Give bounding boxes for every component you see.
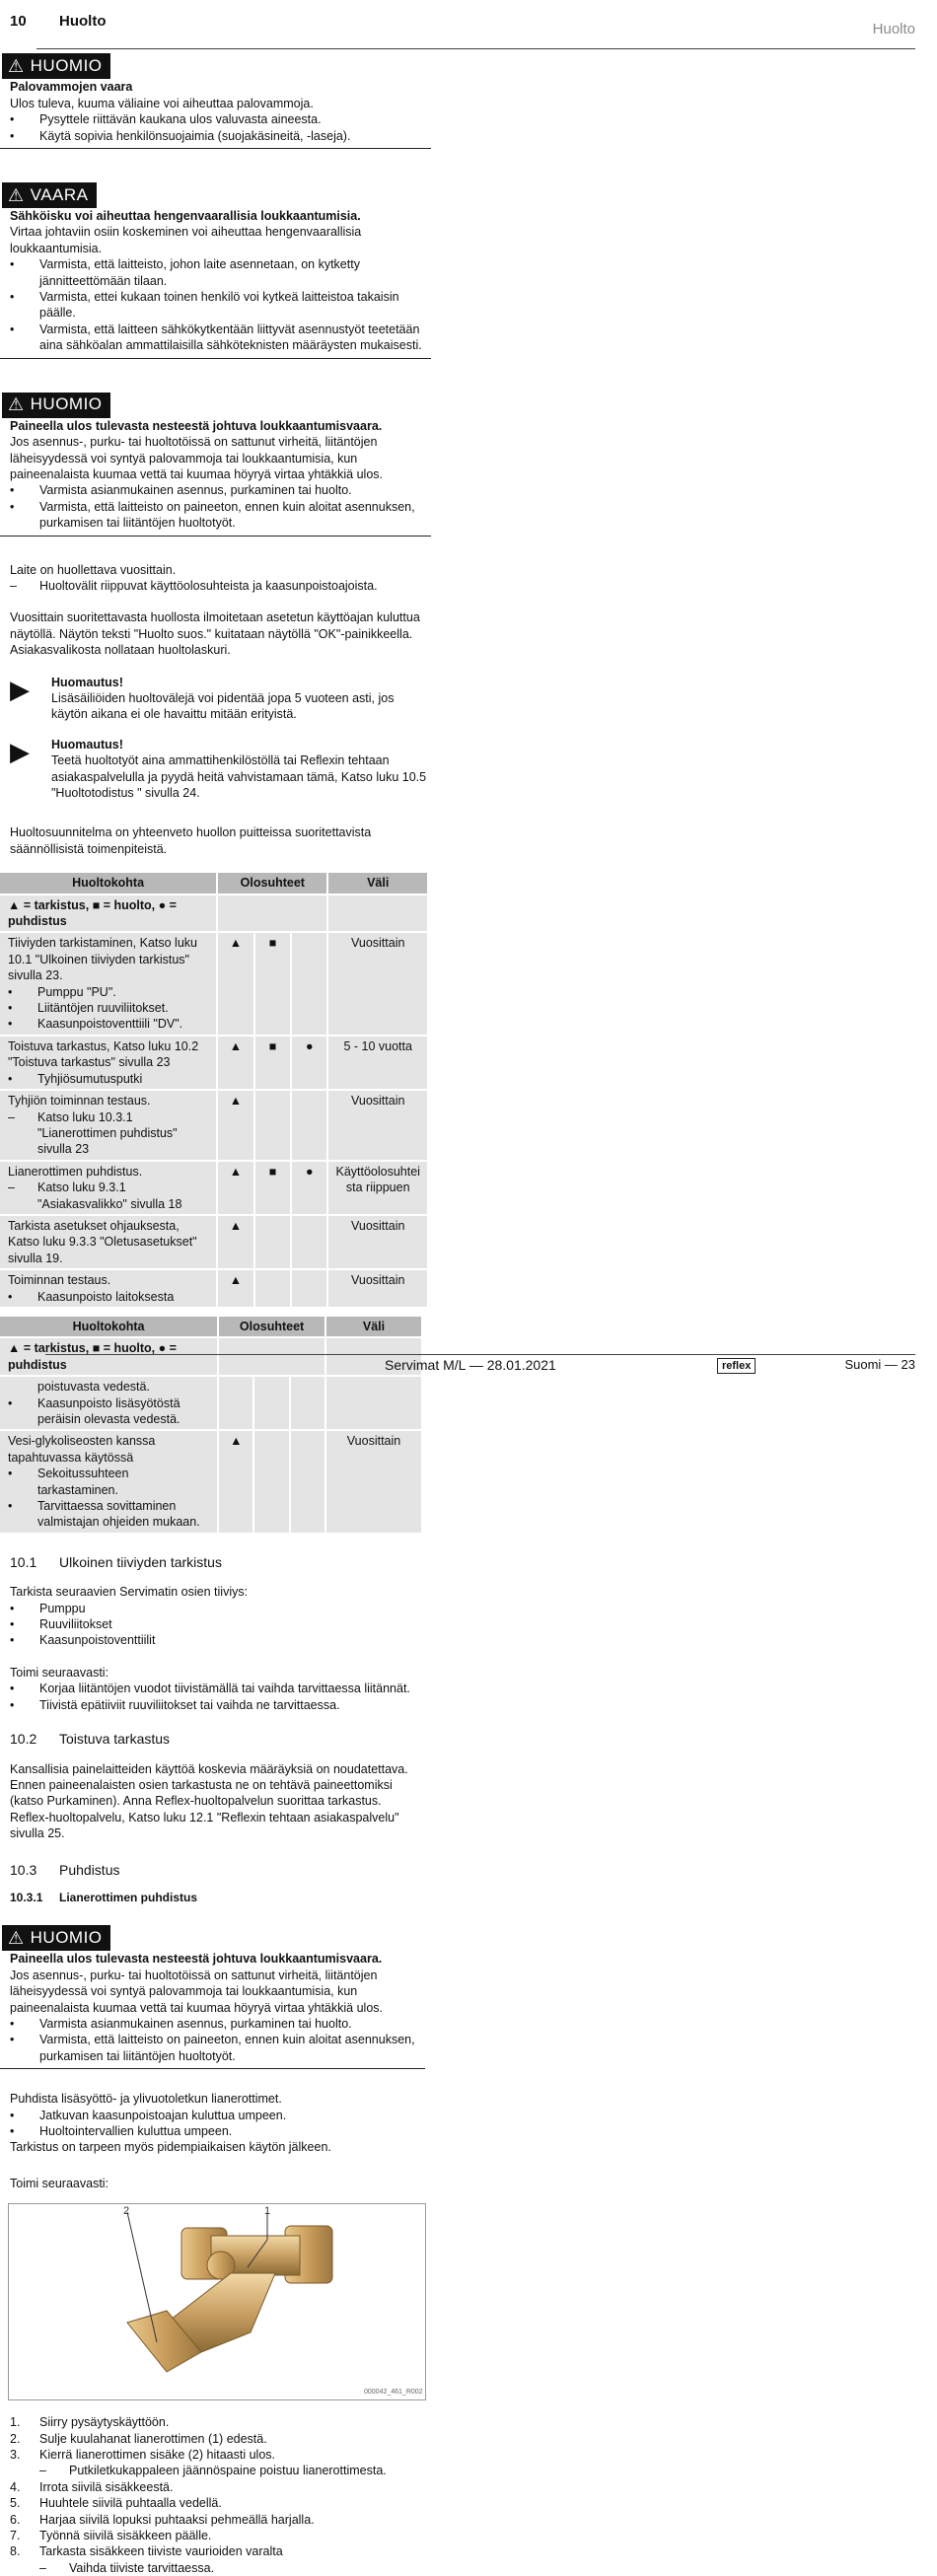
section-number: 10 [10,13,27,30]
maintenance-table-continued [0,1315,423,1535]
table-header: Väli [326,1317,421,1336]
condition-check-mark: ▲ [218,1091,253,1160]
warning-badge: ⚠ HUOMIO [2,1925,110,1951]
interval-cell: Vuosittain [328,1270,427,1307]
list-item: – Katso luku 9.3.1 "Asiakasvalikko" sivulla 18 [8,1181,182,1211]
step-item: 5. Huuhtele siivilä puhtaalla vedellä. [10,2496,222,2511]
subsection-heading-10-1: 10.1 Ulkoinen tiiviyden tarkistus [10,1553,222,1570]
condition-service-mark [255,1091,290,1160]
step-item: 8. Tarkasta sisäkkeen tiiviste vaurioiden varalta [10,2544,283,2559]
left-column [0,14,431,1309]
note-2 [10,737,431,802]
table-legend: ▲ = tarkistus, ■ = huolto, ● = puhdistus [0,1338,217,1375]
table-row: poistuvasta vedestä. • Kaasunpoisto lisäsyötöstä peräisin olevasta vedestä. [0,1377,421,1429]
subsection-heading-10-2: 10.2 Toistuva tarkastus [10,1731,171,1748]
step-item: 4. Irrota siivilä sisäkkeestä. [10,2479,174,2494]
condition-service-mark: ■ [255,1162,290,1214]
header-rule [36,48,915,49]
paragraph: Toimi seuraavasti: [10,2176,109,2190]
procedure-steps [0,2414,425,2576]
table-row: Toiminnan testaus. • Kaasunpoisto laitoksesta ▲ Vuosittain [0,1270,427,1307]
step-subitem: – Putkiletkukappaleen jäännöspaine poistuu lianerottimesta. [39,2464,387,2478]
list-item: • Varmista, että laitteen sähkökytkentään liittyvät asennustyöt teetetään aina sähköalan ammattilaisilla sähköteknisten määräysten mukaisesti. [10,322,422,353]
paragraph: Kansallisia painelaitteiden käyttöä koskevia määräyksiä on noudatettava. Ennen paineenalaisten osien tarkastusta ne on tehtävä paineettomiksi (katso Purkaminen). Anna Reflex-huoltopalvelun suorittaa tarkastus. [10,1761,408,1809]
interval-cell: Vuosittain [328,1216,427,1268]
list-item: • Pumppu [10,1601,86,1615]
condition-check-mark: ▲ [218,933,253,1034]
reflex-logo: reflex [717,1358,756,1374]
warning-badge: ⚠ VAARA [2,182,97,208]
subsection-heading-10-3-1: 10.3.1 Lianerottimen puhdistus [10,1890,198,1904]
list-item: • Varmista, että laitteisto, johon laite asennetaan, on kytketty jännitteettömään tilaan. [10,257,360,288]
warning-title: Paineella ulos tulevasta nesteestä johtuva loukkaantumisvaara. [10,418,383,433]
condition-clean-mark [292,1216,326,1268]
list-item: • Kaasunpoistoventtiili "DV". [8,1017,183,1032]
list-item: • Kaasunpoisto laitoksesta [8,1289,175,1304]
right-column [0,1315,425,2576]
section-heading [10,14,431,30]
warning-text: Jos asennus-, purku- tai huoltotöissä on sattunut virheitä, liitäntöjen läheisyydessä voi syntyä palovammoja tai loukkaantumisia, kun paineenalaista kuumaa vettä tai kuumaa höyryä virtaa yhtäkkiä ulos. [10,1968,383,2015]
list-item: • Varmista asianmukainen asennus, purkaminen tai huolto. [10,2016,352,2031]
interval-cell: 5 - 10 vuotta [328,1037,427,1089]
list-item: • Pumppu "PU". [8,984,116,999]
list-item: • Jatkuvan kaasunpoistoajan kuluttua umpeen. [10,2108,287,2122]
condition-check-mark: ▲ [218,1162,253,1214]
paragraph: Reflex-huoltopalvelu, Katso luku 12.1 "Reflexin tehtaan asiakaspalvelu" sivulla 25. [10,1810,399,1841]
warning-triangle-icon: ⚠ [8,56,25,77]
table-header: Olosuhteet [218,873,326,893]
condition-service-mark [255,1216,290,1268]
list-item: • Käytä sopivia henkilönsuojaimia (suojakäsineitä, -laseja). [10,128,351,143]
list-item: • Huoltointervallien kuluttua umpeen. [10,2124,233,2138]
step-item: 1. Siirry pysäytyskäyttöön. [10,2415,170,2430]
warning-title: Palovammojen vaara [10,80,133,95]
step-subitem: – Vaihda tiiviste tarvittaessa. [39,2560,215,2575]
list-item: – Huoltovälit riippuvat käyttöolosuhteista ja kaasunpoistoajoista. [10,578,378,593]
condition-clean-mark [292,1270,326,1307]
interval-cell: Vuosittain [328,1091,427,1160]
step-item: 2. Sulje kuulahanat lianerottimen (1) edestä. [10,2431,267,2446]
note-title: Huomautus! [51,675,123,689]
list-item: • Liitäntöjen ruuviliitokset. [8,1001,169,1016]
strainer-figure [8,2203,426,2400]
intro-paragraph: Laite on huollettava vuosittain. [10,562,177,577]
interval-cell: Vuosittain [328,933,427,1034]
list-item: • Varmista asianmukainen asennus, purkaminen tai huolto. [10,483,352,498]
list-item: • Varmista, ettei kukaan toinen henkilö voi kytkeä laitteistoa takaisin päälle. [10,290,399,321]
paragraph: Tarkista seuraavien Servimatin osien tiiviys: [10,1585,249,1600]
paragraph: Toimi seuraavasti: [10,1665,109,1680]
step-item: 7. Työnnä siivilä sisäkkeen päälle. [10,2529,212,2543]
paragraph: Tarkistus on tarpeen myös pidempiaikaisen käytön jälkeen. [10,2140,331,2155]
list-item: • Kaasunpoistoventtiilit [10,1633,156,1648]
condition-service-mark: ■ [255,1037,290,1089]
interval-cell: Vuosittain [326,1431,421,1532]
condition-service-mark: ■ [255,933,290,1034]
figure-code: 000042_461_R002 [364,2389,423,2397]
footer-rule [45,1354,915,1355]
callout-label-1: 1 [264,2205,271,2218]
list-item: • Tarvittaessa sovittaminen valmistajan ohjeiden mukaan. [8,1499,200,1530]
list-item: • Kaasunpoisto lisäsyötöstä peräisin olevasta vedestä. [8,1395,180,1426]
list-item: • Varmista, että laitteisto on paineeton, ennen kuin aloitat asennuksen, purkamisen tai liitäntöjen huoltotyöt. [10,2033,415,2063]
note-arrow-icon: ▶ [10,736,30,766]
condition-clean-mark: ● [292,1162,326,1214]
table-row: Toistuva tarkastus, Katso luku 10.2 "Toistuva tarkastus" sivulla 23 • Tyhjiösumutusputki ▲ ■ ● 5 - 10 vuotta [0,1037,427,1089]
note-text: Lisäsäiliöiden huoltovälejä voi pidentää jopa 5 vuoteen asti, jos käytön aikana ei ole havaittu mitään erityistä. [51,690,395,722]
condition-check-mark: ▲ [218,1216,253,1268]
table-row: Vesi-glykoliseosten kanssa tapahtuvassa käytössä • Sekoitussuhteen tarkastaminen. • Tarvittaessa sovittaminen valmistajan ohjeiden mukaan. ▲ Vuosittain [0,1431,421,1532]
list-item: • Varmista, että laitteisto on paineeton, ennen kuin aloitat asennuksen, purkamisen tai liitäntöjen huoltotyöt. [10,499,415,531]
warning-vaara [0,182,431,359]
warning-badge: ⚠ HUOMIO [2,393,110,418]
warning-triangle-icon: ⚠ [8,184,25,205]
note-1 [10,675,431,723]
list-item: • Tiivistä epätiiviit ruuviliitokset tai vaihda ne tarvittaessa. [10,1697,340,1712]
condition-check-mark: ▲ [219,1431,252,1532]
table-row: Lianerottimen puhdistus. – Katso luku 9.3.1 "Asiakasvalikko" sivulla 18 ▲ ■ ● Käyttöolosuhtei sta riippuen [0,1162,427,1214]
intro-paragraph: Huoltosuunnitelma on yhteenveto huollon puitteissa suoritettavista säännöllisistä toimenpiteistä. [10,825,372,856]
maintenance-table [0,871,429,1309]
warning-title: Sähköisku voi aiheuttaa hengenvaarallisia loukkaantumisia. [10,209,361,224]
condition-service-mark [255,1270,290,1307]
table-header: Olosuhteet [219,1317,324,1336]
warning-text: Jos asennus-, purku- tai huoltotöissä on sattunut virheitä, liitäntöjen läheisyydessä voi syntyä palovammoja tai loukkaantumisia, kun paineenalaista kuumaa vettä tai kuumaa höyryä virtaa yhtäkkiä ulos. [10,435,383,481]
table-legend: ▲ = tarkistus, ■ = huolto, ● = puhdistus [0,895,216,932]
list-item: • Ruuviliitokset [10,1617,112,1632]
condition-clean-mark [292,933,326,1034]
table-row: Tiiviyden tarkistaminen, Katso luku 10.1 "Ulkoinen tiiviyden tarkistus" sivulla 23. • Pumppu "PU". • Liitäntöjen ruuviliitokset. • Kaasunpoistoventtiili "DV". ▲ ■ Vuosittain [0,933,427,1034]
list-item: • Sekoitussuhteen tarkastaminen. [8,1467,129,1497]
warning-huomio-1 [0,53,431,149]
step-item: 6. Harjaa siivilä lopuksi puhtaaksi pehmeällä harjalla. [10,2512,315,2527]
table-row: Tarkista asetukset ohjauksesta, Katso luku 9.3.3 "Oletusasetukset" sivulla 19. ▲ Vuosittain [0,1216,427,1268]
note-text: Teetä huoltotyöt aina ammattihenkilöstöllä tai Reflexin tehtaan asiakaspalvelulla ja pyydä heitä vahvistamaan tämä, Katso luku 10.5 "Huoltotodistus " sivulla 24. [51,753,427,800]
warning-triangle-icon: ⚠ [8,1928,25,1949]
table-header: Huoltokohta [0,1317,217,1336]
condition-clean-mark: ● [292,1037,326,1089]
step-item: 3. Kierrä lianerottimen sisäke (2) hitaasti ulos. [10,2448,275,2463]
warning-text: Virtaa johtaviin osiin koskeminen voi aiheuttaa hengenvaarallisia loukkaantumisia. [10,225,362,255]
warning-title: Paineella ulos tulevasta nesteestä johtuva loukkaantumisvaara. [10,1952,383,1967]
table-header: Väli [328,873,427,893]
section-title: Huolto [59,13,107,30]
list-item: • Korjaa liitäntöjen vuodot tiivistämällä tai vaihda tarvittaessa liitännät. [10,1682,410,1696]
interval-cell: Käyttöolosuhtei sta riippuen [328,1162,427,1214]
warning-badge: ⚠ HUOMIO [2,53,110,79]
warning-text: Ulos tuleva, kuuma väliaine voi aiheuttaa palovammoja. [10,96,314,110]
note-title: Huomautus! [51,737,123,751]
table-row: Tyhjiön toiminnan testaus. – Katso luku 10.3.1 "Lianerottimen puhdistus" sivulla 23 ▲ Vuosittain [0,1091,427,1160]
header-title: Huolto [872,21,915,37]
strainer-illustration [9,2204,425,2399]
list-item: • Pysyttele riittävän kaukana ulos valuvasta aineesta. [10,112,322,127]
callout-label-2: 2 [123,2205,130,2218]
list-item: • Tyhjiösumutusputki [8,1071,143,1086]
table-header: Huoltokohta [0,873,216,893]
subsection-heading-10-3: 10.3 Puhdistus [10,1861,120,1878]
condition-check-mark: ▲ [218,1270,253,1307]
footer-doc-title: Servimat M/L — 28.01.2021 [385,1357,556,1373]
warning-huomio-3 [0,1925,425,2069]
intro-paragraph: Vuosittain suoritettavasta huollosta ilmoitetaan asetetun käyttöajan kuluttua näytöllä. Näytön teksti "Huolto suos." kuitataan näytöllä "OK"-painikkeella. Asiakasvalikosta nollataan huoltolaskuri. [10,610,420,658]
footer-page: Suomi — 23 [844,1357,915,1372]
warning-triangle-icon: ⚠ [8,394,25,415]
paragraph: Puhdista lisäsyöttö- ja ylivuotoletkun lianerottimet. [10,2092,282,2107]
warning-huomio-2 [0,393,431,537]
list-item: – Katso luku 10.3.1 "Lianerottimen puhdistus" sivulla 23 [8,1109,178,1157]
condition-check-mark: ▲ [218,1037,253,1089]
condition-clean-mark [292,1091,326,1160]
note-arrow-icon: ▶ [10,674,30,704]
